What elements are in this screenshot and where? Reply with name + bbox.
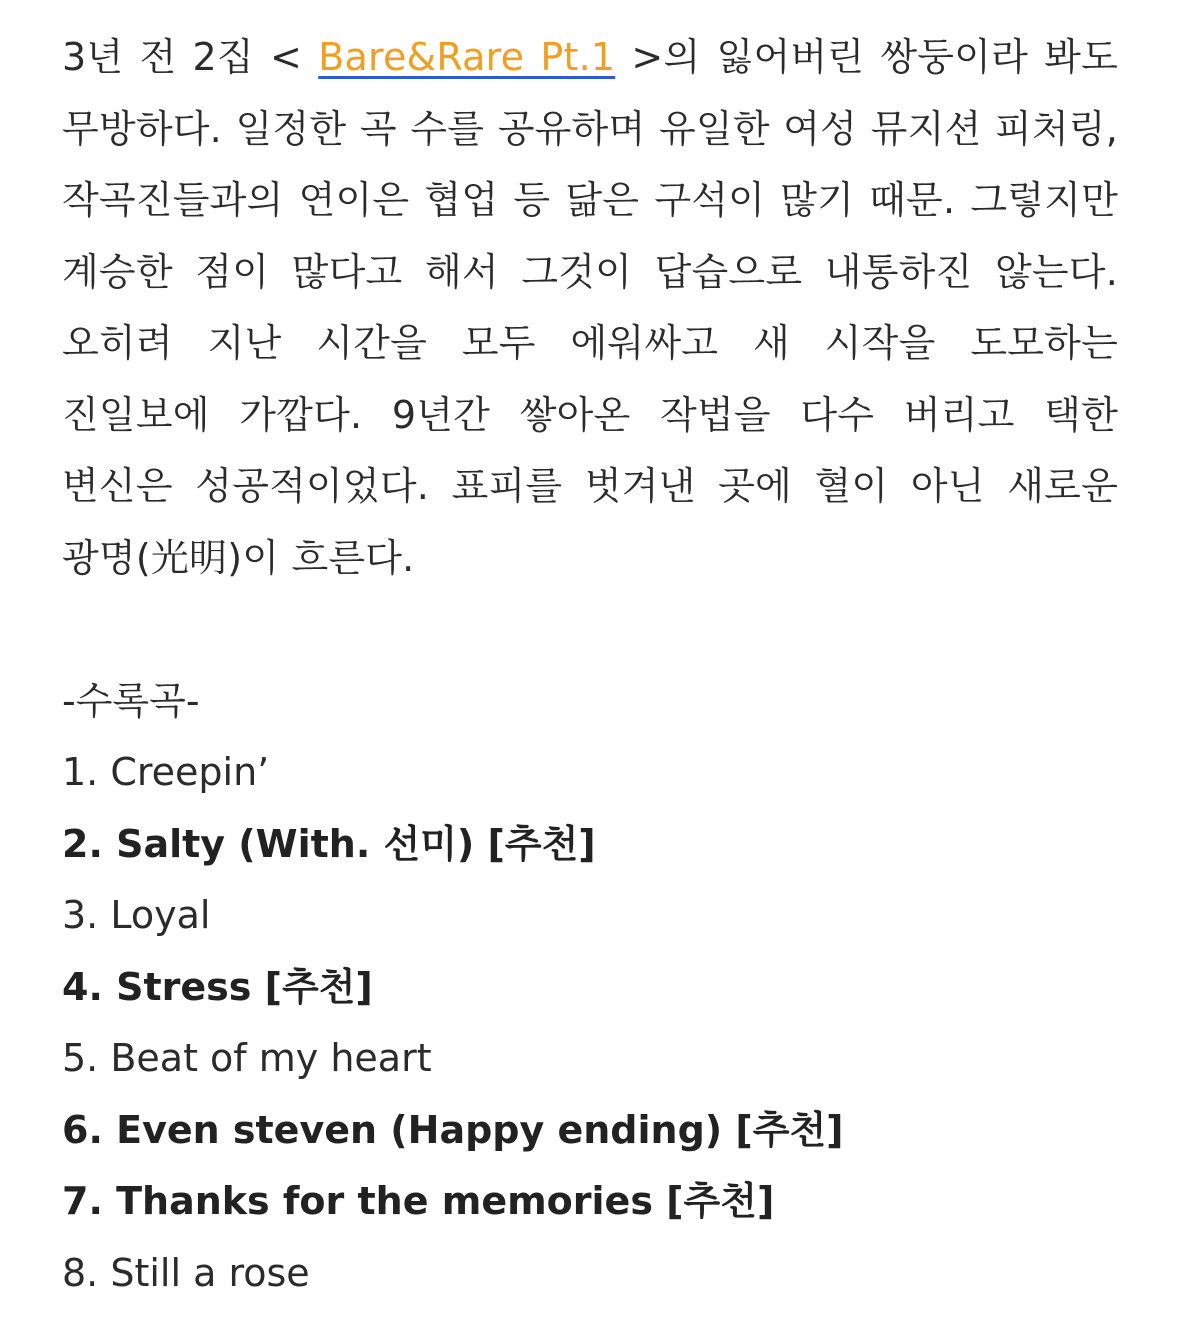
paragraph-spacer: [62, 594, 1118, 666]
track-item-recommended: 4. Stress [추천]: [62, 964, 373, 1009]
paragraph-before-link: 3년 전 2집 <: [62, 35, 319, 79]
article-body: [62, 22, 1118, 1309]
track-item: 3. Loyal: [62, 893, 211, 937]
track-item-recommended: 6. Even steven (Happy ending) [추천]: [62, 1107, 844, 1152]
review-paragraph: [62, 22, 1118, 594]
track-item-recommended: 7. Thanks for the memories [추천]: [62, 1179, 775, 1223]
track-item: 8. Still a rose: [62, 1250, 310, 1295]
track-item: 5. Beat of my heart: [62, 1036, 432, 1080]
track-item: 1. Creepin’: [62, 750, 270, 794]
track-item-recommended: 2. Salty (With. 선미) [추천]: [62, 821, 596, 866]
album-link[interactable]: Bare&Rare Pt.1: [318, 35, 616, 79]
tracklist: [62, 737, 1118, 1309]
tracklist-heading: -수록곡-: [62, 678, 200, 723]
paragraph-after-link: >의 잃어버린 쌍둥이라 봐도 무방하다. 일정한 곡 수를 공유하며 유일한 여성 뮤지션 피처링, 작곡진들과의 연이은 협업 등 닮은 구석이 많기 때문. 그렇지만 계승한 점이 많다고 해서 그것이 답습으로 내통하진 않는다. 오히려 지난 시간을 모두 에워싸고 새 시작을 도모하는 진일보에 가깝다. 9년간 쌓아온 작법을 다수 버리고 택한 변신은 성공적이었다. 표피를 벗겨낸 곳에 혈이 아닌 새로운 광명(光明)이 흐른다.: [62, 35, 1118, 580]
